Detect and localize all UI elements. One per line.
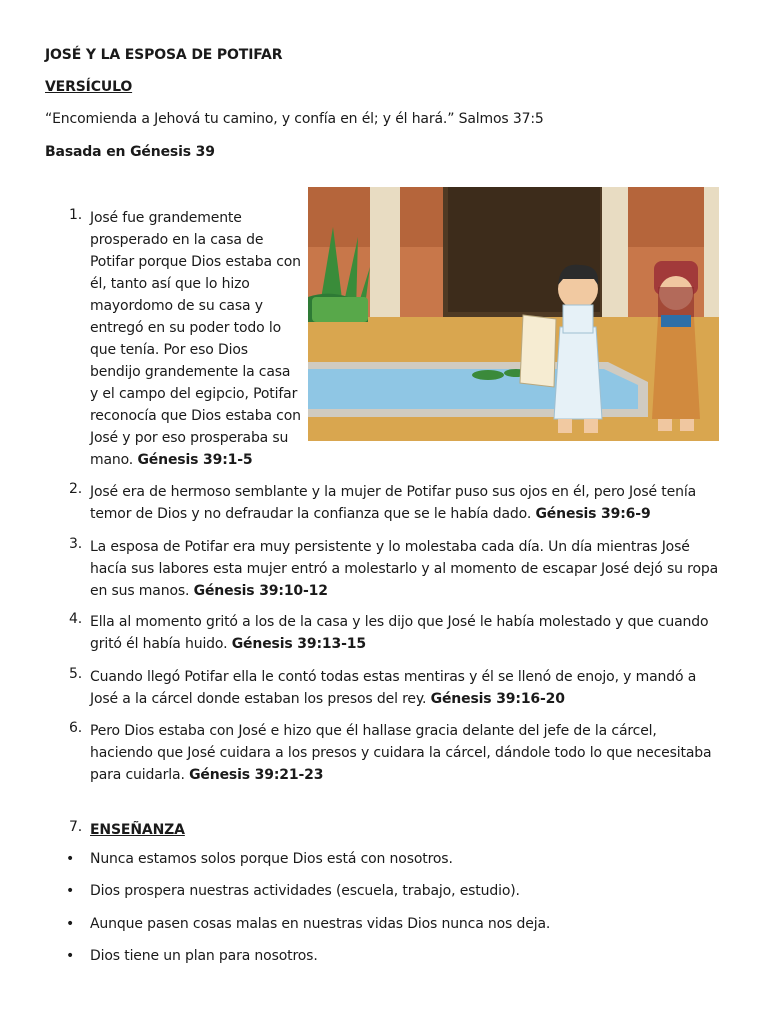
bullet-item-3: Aunque pasen cosas malas en nuestras vidas Dios nunca nos deja. xyxy=(90,916,551,932)
list-number-2: 2. xyxy=(68,481,82,497)
list-number-4: 4. xyxy=(68,611,82,627)
document-title: JOSÉ Y LA ESPOSA DE POTIFAR xyxy=(45,47,283,63)
list-number-6: 6. xyxy=(68,720,82,736)
list-item-text: José fue grandemente prosperado en la casa de Potifar porque Dios estaba con él, tanto así que lo hizo mayordomo de su casa y entregó en su poder todo lo que tenía. Por eso Dios bendijo grandemente la casa y el campo del egipcio, Potifar reconocía que Dios estaba con José y por eso prosperaba su mano. xyxy=(90,210,301,468)
scripture-ref: Génesis 39:6-9 xyxy=(535,506,651,522)
list-item-2 xyxy=(90,481,722,525)
list-item-text: José era de hermoso semblante y la mujer de Potifar puso sus ojos en él, pero José tenía temor de Dios y no defraudar la confianza que se le había dado. xyxy=(90,484,697,522)
list-item-text: Ella al momento gritó a los de la casa y les dijo que José le había molestado y que cuando gritó él había huido. xyxy=(90,614,709,652)
list-item-text: Cuando llegó Potifar ella le contó todas estas mentiras y él se llenó de enojo, y mandó a José a la cárcel donde estaban los presos del rey. xyxy=(90,669,697,707)
scripture-ref: Génesis 39:21-23 xyxy=(189,767,324,783)
bullet-symbol: • xyxy=(66,916,75,932)
bullet-symbol: • xyxy=(66,948,75,964)
scripture-ref: Génesis 39:16-20 xyxy=(430,691,565,707)
basis-line: Basada en Génesis 39 xyxy=(45,144,215,160)
list-number-3: 3. xyxy=(68,536,82,552)
scripture-ref: Génesis 39:13-15 xyxy=(231,636,366,652)
joseph-potiphar-illustration xyxy=(308,187,719,441)
list-item-text: La esposa de Potifar era muy persistente y lo molestaba cada día. Un día mientras José hacía sus labores esta mujer entró a molestarlo y al momento de escapar José dejó su ropa en sus manos. xyxy=(90,539,719,599)
list-number-5: 5. xyxy=(68,666,82,682)
bullet-symbol: • xyxy=(66,883,75,899)
bullet-item-2: Dios prospera nuestras actividades (escuela, trabajo, estudio). xyxy=(90,883,520,899)
list-item-1 xyxy=(90,207,302,471)
list-item-3 xyxy=(90,536,722,602)
list-number-7: 7. xyxy=(68,819,82,835)
verse-text: “Encomienda a Jehová tu camino, y confía en él; y él hará.” Salmos 37:5 xyxy=(45,111,544,127)
list-item-4 xyxy=(90,611,722,655)
bullet-item-1: Nunca estamos solos porque Dios está con nosotros. xyxy=(90,851,453,867)
bullet-symbol: • xyxy=(66,851,75,867)
bullet-item-4: Dios tiene un plan para nosotros. xyxy=(90,948,318,964)
list-number-1: 1. xyxy=(68,207,82,223)
teaching-heading: ENSEÑANZA xyxy=(90,822,185,838)
scripture-ref: Génesis 39:1-5 xyxy=(137,452,253,468)
scripture-ref: Génesis 39:10-12 xyxy=(193,583,328,599)
list-item-6 xyxy=(90,720,722,786)
verse-heading: VERSÍCULO xyxy=(45,79,133,95)
list-item-5 xyxy=(90,666,722,710)
list-item-text: Pero Dios estaba con José e hizo que él hallase gracia delante del jefe de la cárcel, haciendo que José cuidara a los presos y cuidara la cárcel, dándole todo lo que necesitaba para cuidarla. xyxy=(90,723,712,783)
